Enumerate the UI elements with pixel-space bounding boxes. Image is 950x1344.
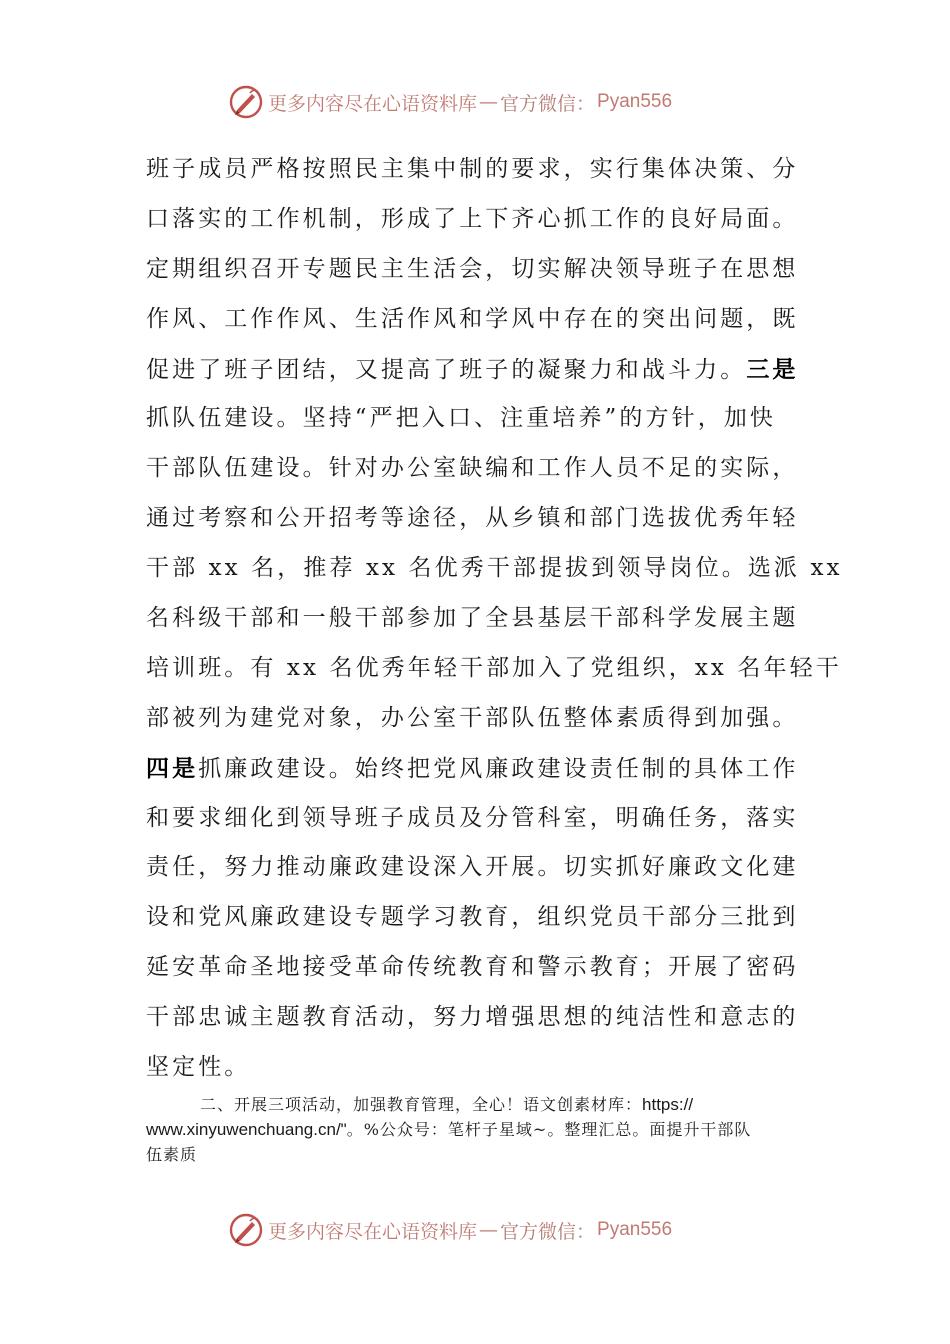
text-line: 作风、工作作风、生活作风和学风中存在的突出问题，既 (146, 305, 799, 332)
banner-title: 更多内容尽在心语资料库 (268, 92, 478, 115)
pen-logo-icon (228, 1212, 264, 1248)
text-line: 班子成员严格按照民主集中制的要求，实行集体决策、分 (146, 156, 799, 182)
text-line: 干部 xx 名，推荐 xx 名优秀干部提拔到领导岗位。选派 xx (146, 555, 843, 582)
banner-dash: — (479, 1219, 499, 1241)
text-line: 名科级干部和一般干部参加了全县基层干部科学发展主题 (146, 605, 799, 632)
text-line: 促进了班子团结，又提高了班子的凝聚力和战斗力。三是 (146, 355, 799, 383)
banner-subtitle: 官方微信： (500, 1220, 596, 1243)
text-line: 干部队伍建设。针对办公室缺编和工作人员不足的实际， (146, 455, 799, 482)
text-line: 干部忠诚主题教育活动，努力增强思想的纯洁性和意志的 (146, 1004, 799, 1031)
banner-title: 更多内容尽在心语资料库 (268, 1220, 478, 1243)
source-link-url[interactable]: www.xinyuwenchuang.cn/" (146, 1120, 347, 1139)
small-line: www.xinyuwenchuang.cn/"。%公众号：笔杆子星域~。整理汇总。面提升干部队 (146, 1120, 752, 1139)
banner-wechat-id: Pyan556 (597, 1219, 673, 1240)
banner-dash: — (479, 91, 499, 113)
pen-logo-icon (228, 84, 264, 120)
banner-wechat-id: Pyan556 (597, 91, 673, 112)
small-line: 二、开展三项活动，加强教育管理，全心！语文创素材库：https:// (200, 1095, 694, 1114)
document-body (146, 145, 843, 1093)
text-line: 四是抓廉政建设。始终把党风廉政建设责任制的具体工作 (146, 754, 799, 782)
text-line: 定期组织召开专题民主生活会，切实解决领导班子在思想 (146, 255, 799, 282)
small-line: 伍素质 (146, 1145, 198, 1164)
text-line: 部被列为建党对象，办公室干部队伍整体素质得到加强。 (146, 704, 799, 731)
bold-lead-four: 四是 (146, 754, 199, 782)
section-heading-paragraph (146, 1092, 811, 1167)
text-line: 延安革命圣地接受革命传统教育和警示教育；开展了密码 (146, 954, 799, 981)
text-line: 设和党风廉政建设专题学习教育，组织党员干部分三批到 (146, 904, 799, 931)
text-line: 培训班。有 xx 名优秀年轻干部加入了党组织，xx 名年轻干 (146, 654, 842, 681)
source-link-part[interactable]: https:// (642, 1095, 694, 1114)
text-line: 口落实的工作机制，形成了上下齐心抓工作的良好局面。 (146, 205, 799, 232)
banner-subtitle: 官方微信： (500, 92, 596, 115)
bold-lead-three: 三是 (746, 355, 799, 383)
text-line: 责任，努力推动廉政建设深入开展。切实抓好廉政文化建 (146, 854, 799, 881)
text-line: 通过考察和公开招考等途径，从乡镇和部门选拔优秀年轻 (146, 505, 799, 532)
footer-banner (228, 1210, 748, 1250)
text-line: 和要求细化到领导班子成员及分管科室，明确任务，落实 (146, 804, 799, 831)
text-line: 坚定性。 (146, 1054, 251, 1081)
text-line: 抓队伍建设。坚持“严把入口、注重培养”的方针，加快 (146, 405, 777, 432)
header-banner (228, 82, 748, 122)
